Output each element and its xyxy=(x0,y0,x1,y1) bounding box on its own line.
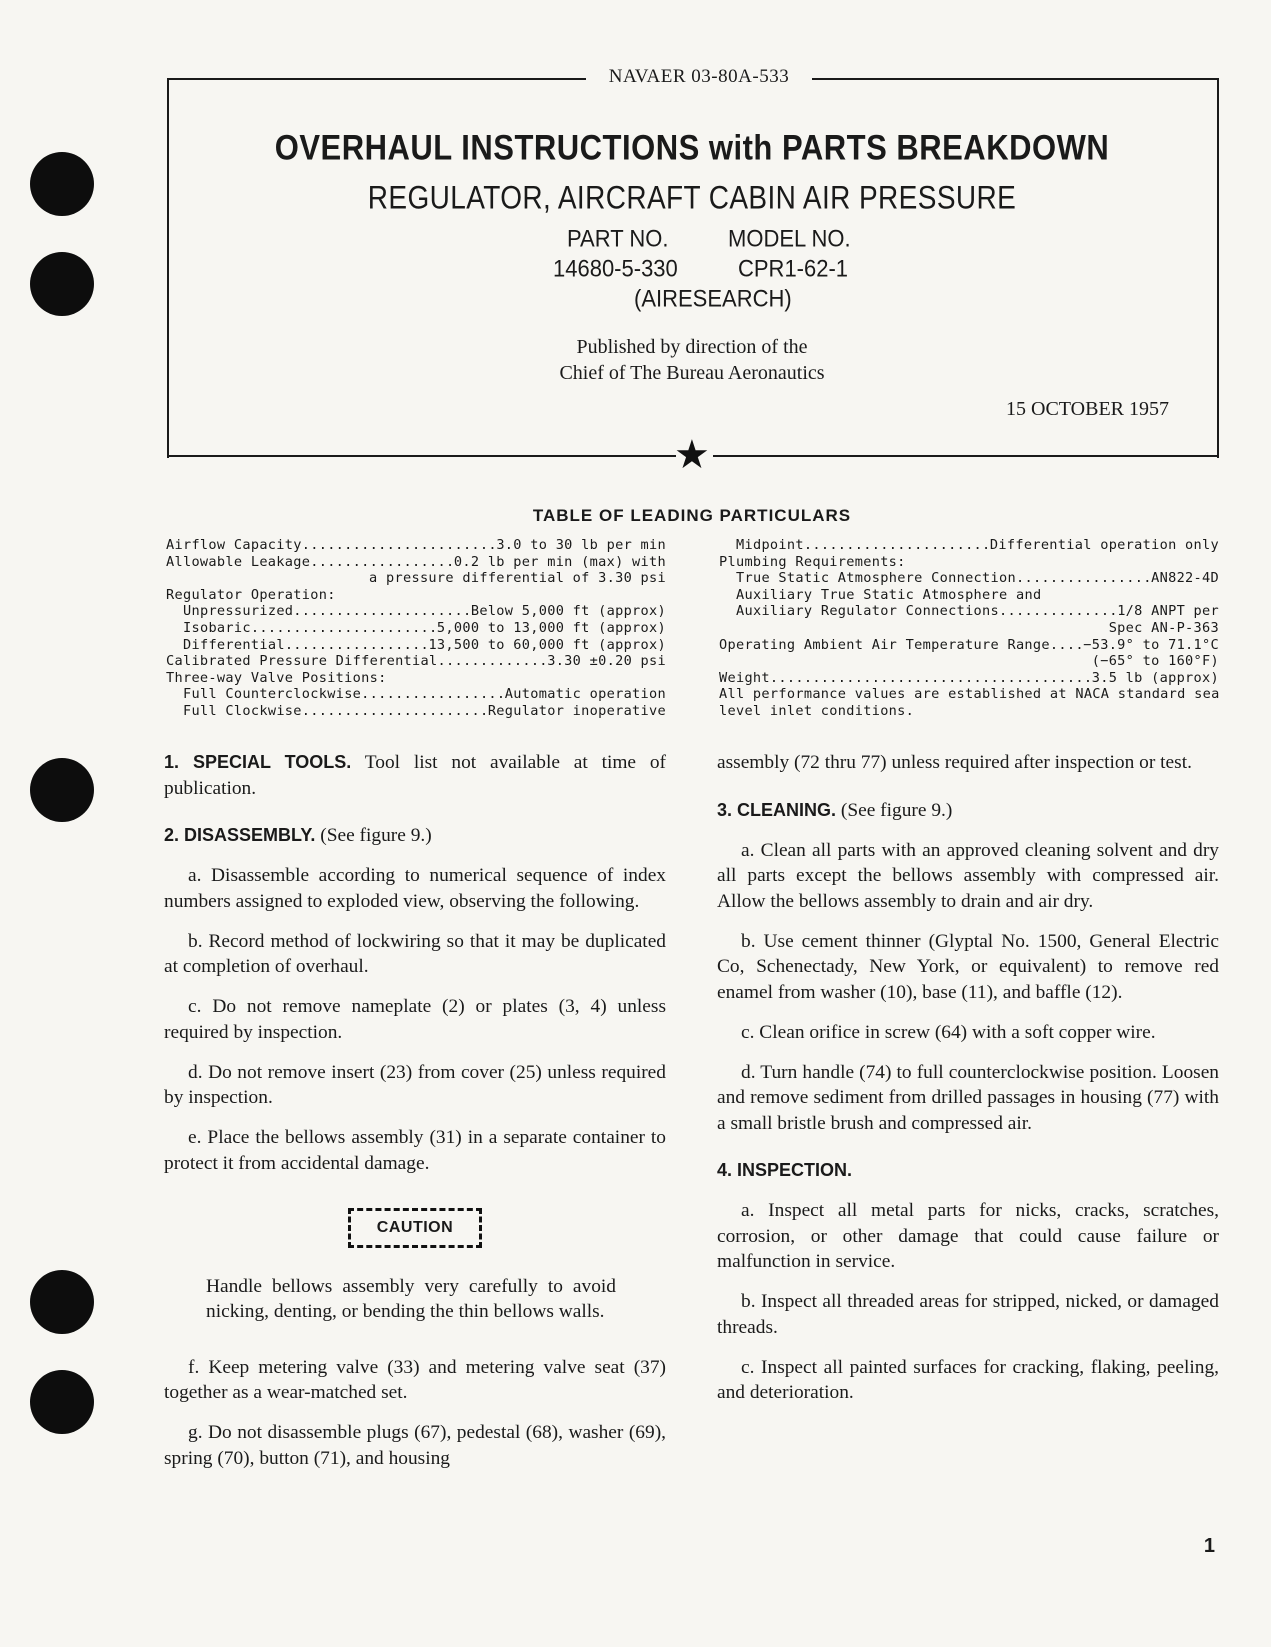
lp-row: Auxiliary Regulator Connections ..... 1/8 ANPT per xyxy=(719,603,1219,620)
paragraph: b. Record method of lockwiring so that it may be duplicated at completion of overhaul. xyxy=(164,930,666,977)
paragraph: a. Disassemble according to numerical sequence of index numbers assigned to exploded view, observing the following. xyxy=(164,865,666,912)
binder-hole xyxy=(30,1370,94,1434)
paragraph: b. Use cement thinner (Glyptal No. 1500, General Electric Co, Schenectady, New York, or equivalent) to remove red enamel from washer (10), base (11), and baffle (12). xyxy=(717,930,1219,1003)
publication-date: 15 OCTOBER 1957 xyxy=(1006,398,1169,420)
section-special-tools: 1. SPECIAL TOOLS. Tool list not available at time of publication. xyxy=(164,752,667,799)
lp-note: All performance values are established at NACA standard sea xyxy=(719,686,1220,703)
binder-hole xyxy=(30,758,94,822)
caution-label: CAUTION xyxy=(348,1208,482,1248)
section-title: 4. INSPECTION. xyxy=(717,1160,853,1180)
lp-group-label: Plumbing Requirements: xyxy=(719,553,906,570)
caution-box xyxy=(164,1208,666,1248)
binder-hole xyxy=(30,152,94,216)
paragraph: g. Do not disassemble plugs (67), pedestal (68), washer (69), spring (70), button (71), and housing xyxy=(164,1422,666,1469)
lp-row: Midpoint ..... Differential operation only xyxy=(719,537,1219,554)
part-no-label: PART NO. xyxy=(567,224,669,253)
leading-particulars-right xyxy=(719,537,1219,720)
document-subtitle: REGULATOR, AIRCRAFT CABIN AIR PRESSURE xyxy=(367,179,1017,216)
binder-hole xyxy=(30,1270,94,1334)
section-title: 2. DISASSEMBLY. xyxy=(164,825,316,845)
manufacturer: (AIRESEARCH) xyxy=(634,284,792,313)
lp-group-label: Three-way Valve Positions: xyxy=(166,669,387,686)
paragraph: d. Turn handle (74) to full counterclockwise position. Loosen and remove sediment from drilled passages in housing (77) with a small bristle brush and compressed air. xyxy=(717,1061,1219,1134)
lp-row: Weight ..... 3.5 lb (approx) xyxy=(719,670,1219,687)
model-no-value: CPR1-62-1 xyxy=(738,254,849,283)
lp-row: Full Clockwise ..... Regulator inoperative xyxy=(166,703,666,720)
lp-row: Unpressurized ..... Below 5,000 ft (approx) xyxy=(166,603,666,620)
model-no-label: MODEL NO. xyxy=(728,224,851,253)
page-number: 1 xyxy=(1203,1535,1215,1557)
paragraph: a. Clean all parts with an approved cleaning solvent and dry all parts except the bellows assembly with compressed air. Allow the bellows assembly to drain and air dry. xyxy=(717,839,1219,912)
lp-row: Calibrated Pressure Differential ..... 3.30 ±0.20 psi xyxy=(166,653,666,670)
section-cleaning: 3. CLEANING. (See figure 9.) xyxy=(717,799,953,821)
paragraph: c. Clean orifice in screw (64) with a soft copper wire. xyxy=(741,1021,1156,1043)
lp-row: True Static Atmosphere Connection ..... AN822-4D xyxy=(719,570,1219,587)
paragraph: b. Inspect all threaded areas for stripped, nicked, or damaged threads. xyxy=(717,1291,1219,1338)
paragraph: f. Keep metering valve (33) and metering valve seat (37) together as a wear-matched set. xyxy=(164,1356,666,1403)
publication-authority: Published by direction of the Chief of The Bureau Aeronautics xyxy=(559,336,825,384)
paragraph: c. Do not remove nameplate (2) or plates (3, 4) unless required by inspection. xyxy=(164,996,666,1043)
lp-row-continued: a pressure differential of 3.30 psi xyxy=(369,570,666,587)
document-title: OVERHAUL INSTRUCTIONS with PARTS BREAKDOWN xyxy=(274,127,1110,168)
lp-note: level inlet conditions. xyxy=(719,702,915,719)
part-no-value: 14680-5-330 xyxy=(553,254,678,283)
lp-row-continued: (−65° to 160°F) xyxy=(1091,653,1219,670)
section-inspection xyxy=(717,1158,1219,1184)
caution-text: Handle bellows assembly very carefully to avoid nicking, denting, or bending the thin bellows walls. xyxy=(206,1275,616,1322)
lp-row: Operating Ambient Air Temperature Range ..... −53.9° to 71.1°C xyxy=(719,637,1219,654)
paragraph: a. Inspect all metal parts for nicks, cracks, scratches, corrosion, or other damage that could cause failure or malfunction in service. xyxy=(717,1200,1219,1272)
body-column-left xyxy=(164,750,666,1486)
lp-row: Isobaric ..... 5,000 to 13,000 ft (approx) xyxy=(166,620,666,637)
lp-row: Airflow Capacity ..... 3.0 to 30 lb per min xyxy=(166,537,666,554)
section-title: 3. CLEANING. xyxy=(717,799,837,820)
paragraph: assembly (72 thru 77) unless required after inspection or test. xyxy=(717,752,1192,773)
section-title: 1. SPECIAL TOOLS. xyxy=(164,752,352,772)
paragraph: e. Place the bellows assembly (31) in a separate container to protect it from accidental damage. xyxy=(164,1127,666,1174)
star-icon: ★ xyxy=(674,432,710,477)
document-number: NAVAER 03-80A-533 xyxy=(586,66,812,88)
lp-row-continued: Spec AN-P-363 xyxy=(1108,619,1219,636)
lp-row: Full Counterclockwise ..... Automatic operation xyxy=(166,686,666,703)
title-block-rule-left xyxy=(167,455,676,457)
lp-row: Allowable Leakage ..... 0.2 lb per min (max) with xyxy=(166,554,666,571)
leading-particulars-left xyxy=(166,537,666,720)
lp-group-label: Regulator Operation: xyxy=(166,586,336,603)
binder-hole xyxy=(30,252,94,316)
lp-row: Differential ..... 13,500 to 60,000 ft (approx) xyxy=(166,637,666,654)
title-block-rule-right xyxy=(713,455,1217,457)
leading-particulars-heading: TABLE OF LEADING PARTICULARS xyxy=(532,506,852,525)
section-disassembly: 2. DISASSEMBLY. (See figure 9.) xyxy=(164,825,432,846)
paragraph: c. Inspect all painted surfaces for cracking, flaking, peeling, and deterioration. xyxy=(717,1356,1219,1403)
lp-row-label: Auxiliary True Static Atmosphere and xyxy=(736,586,1042,603)
body-column-right xyxy=(717,750,1219,1420)
paragraph: d. Do not remove insert (23) from cover (25) unless required by inspection. xyxy=(164,1061,666,1108)
